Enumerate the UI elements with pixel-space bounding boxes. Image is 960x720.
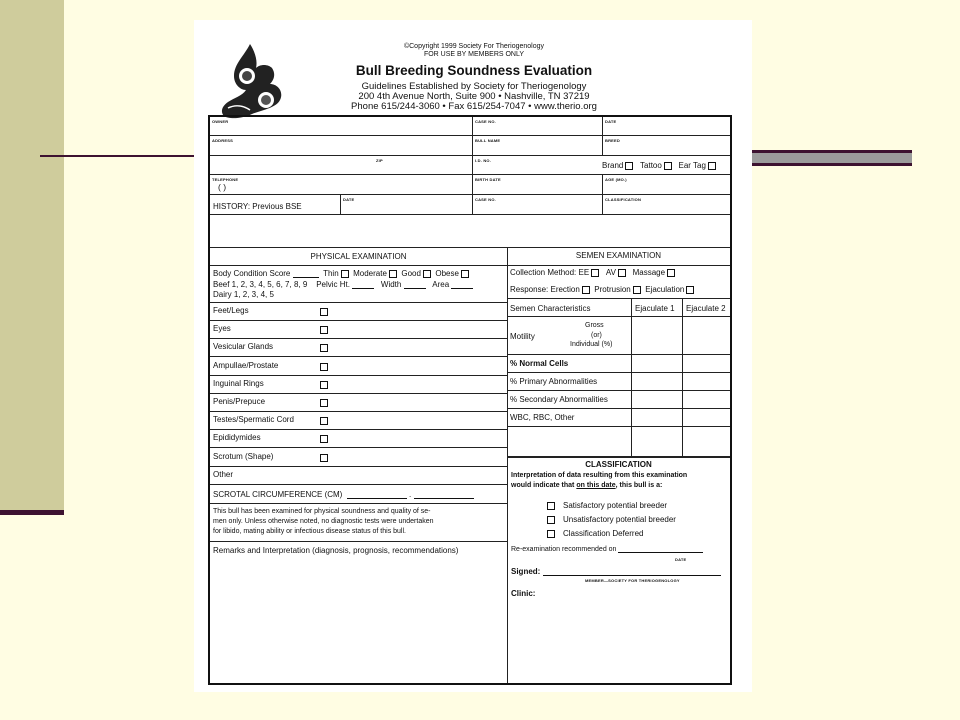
physical-item-label: Feet/Legs [213,306,249,315]
date-label: DATE [605,119,617,124]
classification-checkbox[interactable] [547,530,555,538]
av-checkbox[interactable] [618,269,626,277]
form-title: Bull Breeding Soundness Evaluation [355,63,593,78]
semen-characteristics-label: Semen Characteristics [510,304,591,313]
classification-intro-2: would indicate that on this date, this bull is a: [511,482,663,489]
classification-option-label: Unsatisfactory potential breeder [563,515,676,524]
classification-header: CLASSIFICATION [585,460,652,469]
sidebar-panel [0,0,64,512]
id-no-label: I.D. NO. [475,158,492,163]
member-label: MEMBER—SOCIETY FOR THERIOGENOLOGY [585,578,680,583]
ejaculation-checkbox[interactable] [686,286,694,294]
response-row: Response: Erection Protrusion Ejaculation [510,285,694,294]
physical-item-checkbox[interactable] [320,435,328,443]
physical-exam-header: PHYSICAL EXAMINATION [310,252,407,261]
dairy-row: Dairy 1, 2, 3, 4, 5 [213,290,274,299]
gross-label: Gross [585,322,604,329]
physical-item-checkbox[interactable] [320,381,328,389]
disclaimer-line-1: This bull has been examined for physical soundness and quality of se- [213,508,431,515]
age-label: AGE (MO.) [605,177,627,182]
classification-option-label: Classification Deferred [563,529,644,538]
wbc-rbc-label: WBC, RBC, Other [510,413,575,422]
collection-method-row: Collection Method: EE AV Massage [510,268,675,277]
physical-item-label: Inguinal Rings [213,378,264,388]
secondary-abnormalities-label: % Secondary Abnormalities [510,395,608,404]
moderate-checkbox[interactable] [389,270,397,278]
massage-checkbox[interactable] [667,269,675,277]
primary-abnormalities-label: % Primary Abnormalities [510,377,598,386]
birth-date-label: BIRTH DATE [475,177,501,182]
physical-item-checkbox[interactable] [320,308,328,316]
classification-checkbox[interactable] [547,502,555,510]
decorative-bar [752,150,912,166]
reexam-row: Re-examination recommended on [511,546,703,553]
classification-intro-1: Interpretation of data resulting from this examination [511,472,688,479]
disclaimer-line-3: for libido, mating ability or infectious disease status of this bull. [213,528,406,535]
physical-item-label: Vesicular Glands [213,342,274,352]
decorative-line [40,155,195,157]
physical-item-label: Eyes [213,324,231,334]
remarks-label: Remarks and Interpretation (diagnosis, prognosis, recommendations) [213,546,459,555]
physical-item-label: Testes/Spermatic Cord [213,415,294,425]
history-label: HISTORY: Previous BSE [213,202,302,211]
physical-item-checkbox[interactable] [320,363,328,371]
history-date-label: DATE [343,197,355,202]
body-condition-row: Body Condition Score Thin Moderate Good Obese [213,269,469,278]
bull-name-label: BULL NAME [475,138,501,143]
classification-option[interactable] [545,529,643,538]
physical-item-checkbox[interactable] [320,454,328,462]
protrusion-checkbox[interactable] [633,286,641,294]
telephone-area-code: ( ) [218,182,227,192]
evaluation-form-image [194,20,752,692]
physical-item-label: Scrotum (Shape) [213,451,274,461]
ejaculate-1-header: Ejaculate 1 [635,304,675,313]
case-no-label: CASE NO. [475,119,496,124]
copyright-notice: ©Copyright 1999 Society For Theriogenology FOR USE BY MEMBERS ONLY [403,43,545,58]
sidebar-rule [0,510,64,515]
good-checkbox[interactable] [423,270,431,278]
ear-tag-checkbox[interactable] [708,162,716,170]
form-grid [208,115,732,685]
obese-checkbox[interactable] [461,270,469,278]
physical-item-checkbox[interactable] [320,344,328,352]
semen-exam-header: SEMEN EXAMINATION [575,251,662,260]
zip-label: ZIP [376,158,383,163]
individual-label: Individual (%) [570,341,613,348]
other-label: Other [213,470,234,479]
clinic-label: Clinic: [511,589,536,598]
brand-checkbox[interactable] [625,162,633,170]
signed-row: Signed: [511,567,721,576]
physical-item-checkbox[interactable] [320,417,328,425]
classification-option[interactable] [545,515,676,524]
contact-line: Phone 615/244-3060 • Fax 615/254-7047 • www.therio.org [351,101,597,112]
normal-cells-label: % Normal Cells [510,359,569,368]
telephone-label: TELEPHONE [212,177,239,182]
classification-label: CLASSIFICATION [605,197,642,202]
address-label: ADDRESS [212,138,233,143]
motility-label: Motility [510,332,535,341]
physical-item-label: Penis/Prepuce [213,397,266,406]
physical-item-label: Epididymides [213,433,261,443]
classification-option[interactable] [545,501,667,510]
physical-item-checkbox[interactable] [320,326,328,334]
thin-checkbox[interactable] [341,270,349,278]
address-line: 200 4th Avenue North, Suite 900 • Nashville, TN 37219 [358,91,590,102]
beef-pelvic-row: Beef 1, 2, 3, 4, 5, 6, 7, 8, 9 Pelvic Ht. Width Area [213,280,473,289]
society-logo-icon [214,42,286,120]
erection-checkbox[interactable] [582,286,590,294]
ee-checkbox[interactable] [591,269,599,277]
disclaimer-line-2: men only. Unless otherwise noted, no diagnostic tests were undertaken [213,518,434,525]
owner-label: OWNER [212,119,229,124]
physical-item-label: Ampullae/Prostate [213,360,279,370]
guidelines-line: Guidelines Established by Society for Theriogenology [361,81,587,92]
breed-label: BREED [605,138,621,143]
ejaculate-2-header: Ejaculate 2 [686,304,726,313]
reexam-date-label: DATE [675,557,687,562]
physical-item-checkbox[interactable] [320,399,328,407]
classification-option-label: Satisfactory potential breeder [563,501,668,510]
scrotal-circumference-row: SCROTAL CIRCUMFERENCE (CM) . [213,490,474,499]
classification-checkbox[interactable] [547,516,555,524]
or-label: (or) [591,332,602,339]
tattoo-checkbox[interactable] [664,162,672,170]
brand-tattoo-eartag: Brand Tattoo Ear Tag [602,161,716,170]
history-case-label: CASE NO. [475,197,496,202]
